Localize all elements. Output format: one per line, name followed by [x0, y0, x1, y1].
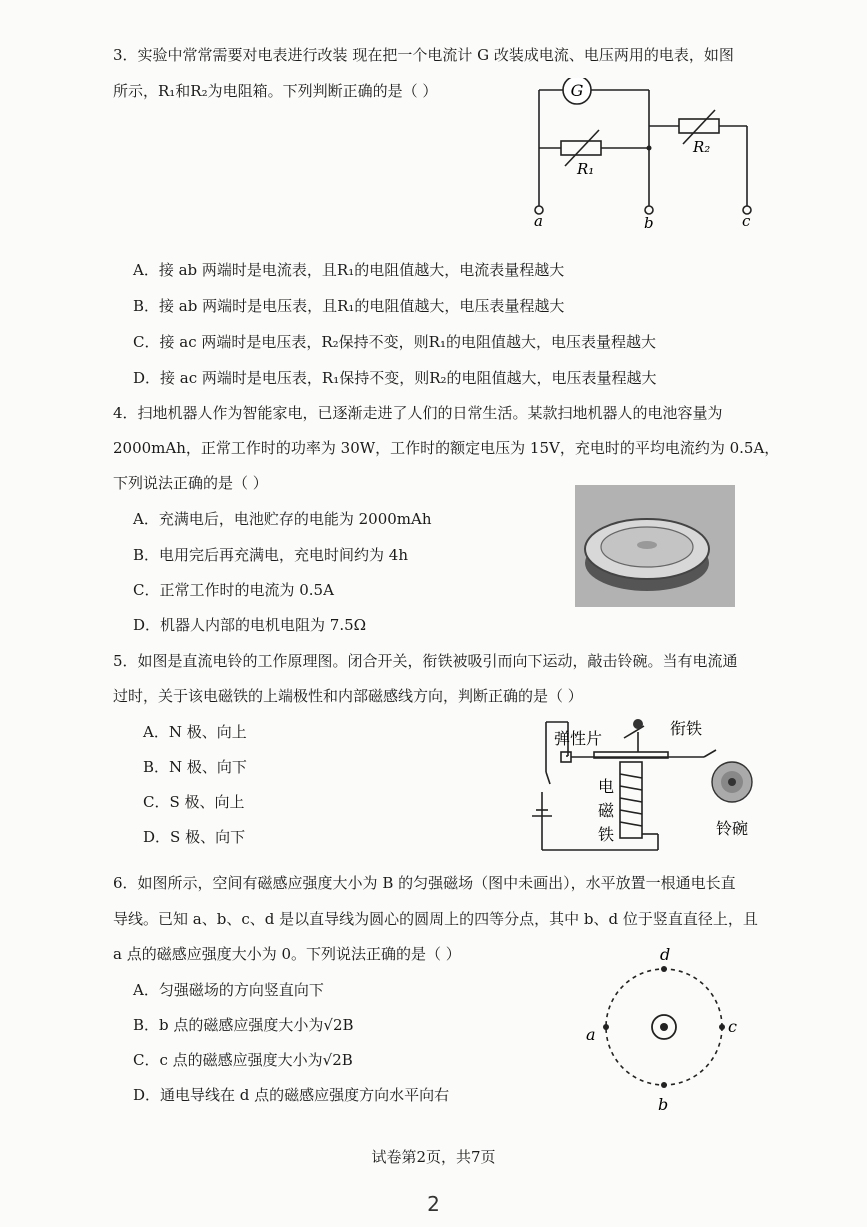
- electric-bell-figure: [528, 712, 768, 854]
- spring-plate-label: 弹性片: [554, 729, 603, 748]
- q5-option-a: A．N 极、向上: [143, 723, 247, 741]
- electromagnet-label-1: 电: [598, 777, 615, 796]
- q4-stem-line1: 4．扫地机器人作为智能家电，已逐渐走进了人们的日常生活。某款扫地机器人的电池容量为: [113, 404, 723, 422]
- q4-option-d: D．机器人内部的电机电阻为 7.5Ω: [133, 616, 367, 634]
- robot-vacuum-photo: [575, 485, 735, 607]
- r2-label: R₂: [693, 138, 711, 156]
- magnetic-field-circle-figure: [578, 940, 758, 1115]
- r1-label: R₁: [577, 160, 595, 178]
- q3-option-b: B．接 ab 两端时是电压表，且R₁的电阻值越大，电压表量程越大: [133, 297, 565, 315]
- q3-circuit-figure: [525, 78, 775, 228]
- q5-option-b: B．N 极、向下: [143, 758, 247, 776]
- electromagnet-label-3: 铁: [598, 825, 615, 844]
- q6-stem-line1: 6．如图所示，空间有磁感应强度大小为 B 的匀强磁场（图中未画出），水平放置一根通电长直: [113, 874, 736, 892]
- q5-stem-line2: 过时，关于该电磁铁的上端极性和内部磁感线方向，判断正确的是（ ）: [113, 687, 583, 705]
- terminal-b-label: b: [644, 214, 654, 228]
- q6-stem-line2: 导线。已知 a、b、c、d 是以直导线为圆心的圆周上的四等分点，其中 b、d 位于竖直直径上，且: [113, 910, 758, 928]
- q3-option-d: D．接 ac 两端时是电压表，R₁保持不变，则R₂的电阻值越大，电压表量程越大: [133, 369, 657, 387]
- q6-option-b: B．b 点的磁感应强度大小为√2B: [133, 1016, 354, 1034]
- galvanometer-label: G: [570, 81, 584, 100]
- q5-option-d: D．S 极、向下: [143, 828, 246, 846]
- q4-option-c: C．正常工作时的电流为 0.5A: [133, 581, 334, 599]
- q3-option-c: C．接 ac 两端时是电压表，R₂保持不变，则R₁的电阻值越大，电压表量程越大: [133, 333, 656, 351]
- electromagnet-label-2: 磁: [598, 801, 615, 820]
- q3-stem-line1: 3．实验中常常需要对电表进行改装 现在把一个电流计 G 改装成电流、电压两用的电表，如图: [113, 46, 734, 64]
- page-footer: 试卷第2页，共7页: [371, 1148, 496, 1166]
- bell-bowl-label: 铃碗: [716, 819, 749, 838]
- q4-option-b: B．电用完后再充满电，充电时间约为 4h: [133, 546, 408, 564]
- q4-option-a: A．充满电后，电池贮存的电能为 2000mAh: [133, 510, 432, 528]
- q4-stem-line3: 下列说法正确的是（ ）: [113, 474, 268, 492]
- terminal-c-label: c: [742, 212, 751, 228]
- q6-option-a: A．匀强磁场的方向竖直向下: [133, 981, 324, 999]
- point-a-label: a: [586, 1025, 596, 1044]
- point-b-label: b: [658, 1095, 669, 1114]
- q4-stem-line2: 2000mAh，正常工作时的功率为 30W，工作时的额定电压为 15V，充电时的平均电流约为 0.5A，: [113, 439, 780, 457]
- q3-stem-line2: 所示，R₁和R₂为电阻箱。下列判断正确的是（ ）: [113, 82, 438, 100]
- q6-stem-line3: a 点的磁感应强度大小为 0。下列说法正确的是（ ）: [113, 945, 461, 963]
- q6-option-d: D．通电导线在 d 点的磁感应强度方向水平向右: [133, 1086, 450, 1104]
- q5-option-c: C．S 极、向上: [143, 793, 245, 811]
- q6-option-c: C．c 点的磁感应强度大小为√2B: [133, 1051, 353, 1069]
- q5-stem-line1: 5．如图是直流电铃的工作原理图。闭合开关，衔铁被吸引而向下运动，敲击铃碗。当有电流通: [113, 652, 738, 670]
- point-c-label: c: [728, 1017, 737, 1036]
- armature-label: 衔铁: [670, 719, 703, 738]
- page-number: 2: [427, 1192, 440, 1216]
- point-d-label: d: [660, 945, 671, 964]
- q3-option-a: A．接 ab 两端时是电流表，且R₁的电阻值越大，电流表量程越大: [133, 261, 565, 279]
- terminal-a-label: a: [534, 212, 543, 228]
